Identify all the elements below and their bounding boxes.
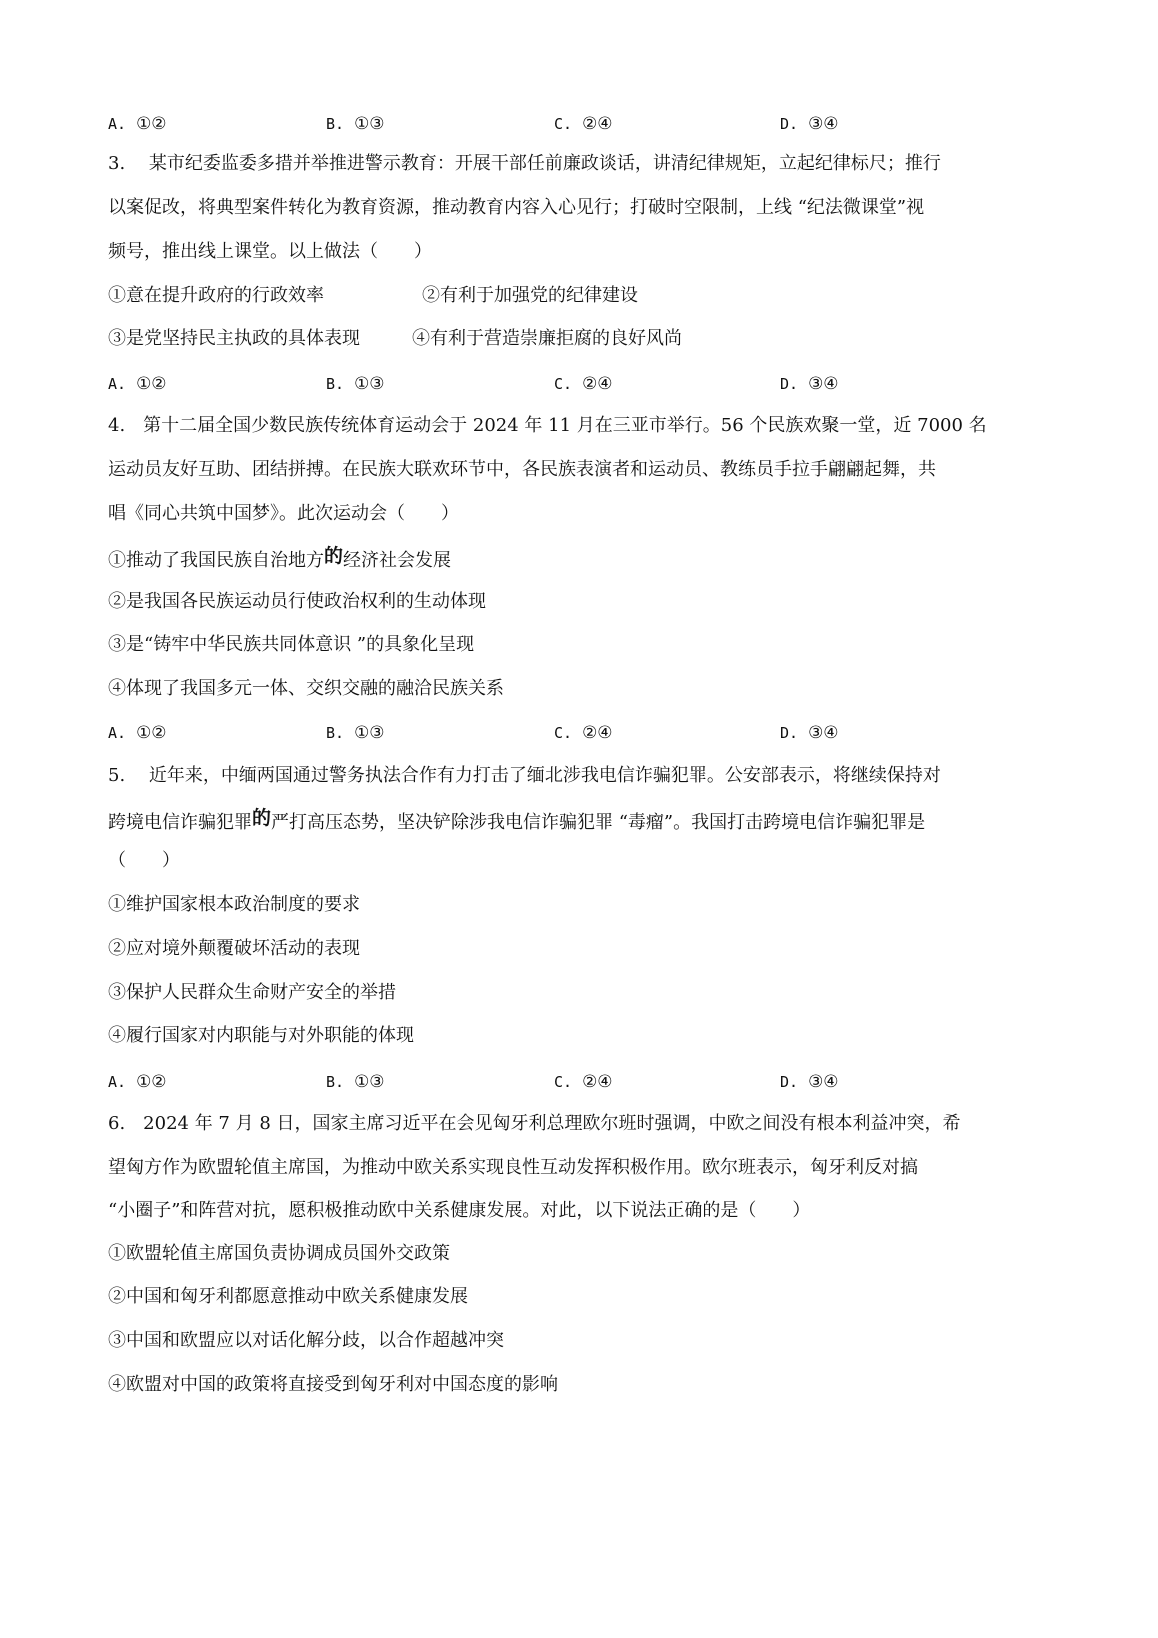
q6-stem-line-3: “小圈子”和阵营对抗，愿积极推动欧中关系健康发展。对此，以下说法正确的是（ ） xyxy=(108,1200,811,1221)
q6-stem-line-2: 望匈方作为欧盟轮值主席国，为推动中欧关系实现良性互动发挥积极作用。欧尔班表示，匈牙利反对搞 xyxy=(108,1157,918,1178)
option-c[interactable]: C. ②④ xyxy=(554,114,613,134)
q3-stem-line-3: 频号，推出线上课堂。以上做法（ ） xyxy=(108,241,432,262)
q3-options xyxy=(108,372,1048,396)
option-b[interactable]: B. ①③ xyxy=(326,723,385,743)
q5-statement-4: ④履行国家对内职能与对外职能的体现 xyxy=(108,1025,414,1046)
option-a[interactable]: A. ①② xyxy=(108,723,167,743)
option-c[interactable]: C. ②④ xyxy=(554,374,613,394)
q5-options xyxy=(108,1070,1048,1094)
q6-statement-3: ③中国和欧盟应以对话化解分歧，以合作超越冲突 xyxy=(108,1330,504,1351)
option-a[interactable]: A. ①② xyxy=(108,114,167,134)
option-c[interactable]: C. ②④ xyxy=(554,723,613,743)
option-d[interactable]: D. ③④ xyxy=(780,1072,839,1092)
q3-statement-4: ④有利于营造崇廉拒腐的良好风尚 xyxy=(412,328,682,349)
q3-stem-line-1: 3. 某市纪委监委多措并举推进警示教育：开展干部任前廉政谈话，讲清纪律规矩，立起纪律标尺；推行 xyxy=(108,153,941,174)
option-a[interactable]: A. ①② xyxy=(108,374,167,394)
q6-statement-2: ②中国和匈牙利都愿意推动中欧关系健康发展 xyxy=(108,1286,468,1307)
q6-stem-line-1: 6. 2024 年 7 月 8 日，国家主席习近平在会见匈牙利总理欧尔班时强调，中欧之间没有根本利益冲突，希 xyxy=(108,1113,961,1134)
option-b[interactable]: B. ①③ xyxy=(326,1072,385,1092)
q5-statement-1: ①维护国家根本政治制度的要求 xyxy=(108,894,360,915)
q6-statement-4: ④欧盟对中国的政策将直接受到匈牙利对中国态度的影响 xyxy=(108,1374,558,1395)
q5-stem-line-3: （ ） xyxy=(108,850,180,871)
option-c[interactable]: C. ②④ xyxy=(554,1072,613,1092)
q4-stem-line-1: 4. 第十二届全国少数民族传统体育运动会于 2024 年 11 月在三亚市举行。56 个民族欢聚一堂，近 7000 名 xyxy=(108,415,987,436)
option-d[interactable]: D. ③④ xyxy=(780,723,839,743)
q5-statement-2: ②应对境外颠覆破坏活动的表现 xyxy=(108,938,360,959)
q2-options xyxy=(108,112,1048,136)
q4-statement-3: ③是“铸牢中华民族共同体意识 ”的具象化呈现 xyxy=(108,634,475,655)
q5-stem-line-2: 跨境电信诈骗犯罪的严打高压态势，坚决铲除涉我电信诈骗犯罪 “毒瘤”。我国打击跨境电信诈骗犯罪是 xyxy=(108,807,926,833)
option-d[interactable]: D. ③④ xyxy=(780,374,839,394)
option-b[interactable]: B. ①③ xyxy=(326,374,385,394)
q3-statement-3: ③是党坚持民主执政的具体表现 xyxy=(108,328,360,349)
option-a[interactable]: A. ①② xyxy=(108,1072,167,1092)
q4-statement-1: ①推动了我国民族自治地方的经济社会发展 xyxy=(108,545,452,571)
q4-statement-2: ②是我国各民族运动员行使政治权利的生动体现 xyxy=(108,591,486,612)
q5-stem-line-1: 5. 近年来，中缅两国通过警务执法合作有力打击了缅北涉我电信诈骗犯罪。公安部表示，将继续保持对 xyxy=(108,765,941,786)
q6-statement-1: ①欧盟轮值主席国负责协调成员国外交政策 xyxy=(108,1243,450,1264)
q4-stem-line-3: 唱《同心共筑中国梦》。此次运动会（ ） xyxy=(108,503,459,524)
q4-statement-4: ④体现了我国多元一体、交织交融的融洽民族关系 xyxy=(108,678,504,699)
option-b[interactable]: B. ①③ xyxy=(326,114,385,134)
q3-statement-1: ①意在提升政府的行政效率 xyxy=(108,285,324,306)
q5-statement-3: ③保护人民群众生命财产安全的举措 xyxy=(108,982,396,1003)
q3-stem-line-2: 以案促改，将典型案件转化为教育资源，推动教育内容入心见行；打破时空限制，上线 “纪法微课堂”视 xyxy=(108,197,925,218)
option-d[interactable]: D. ③④ xyxy=(780,114,839,134)
q4-options xyxy=(108,721,1048,745)
q3-statement-2: ②有利于加强党的纪律建设 xyxy=(422,285,638,306)
q4-stem-line-2: 运动员友好互助、团结拼搏。在民族大联欢环节中，各民族表演者和运动员、教练员手拉手翩翩起舞，共 xyxy=(108,459,936,480)
